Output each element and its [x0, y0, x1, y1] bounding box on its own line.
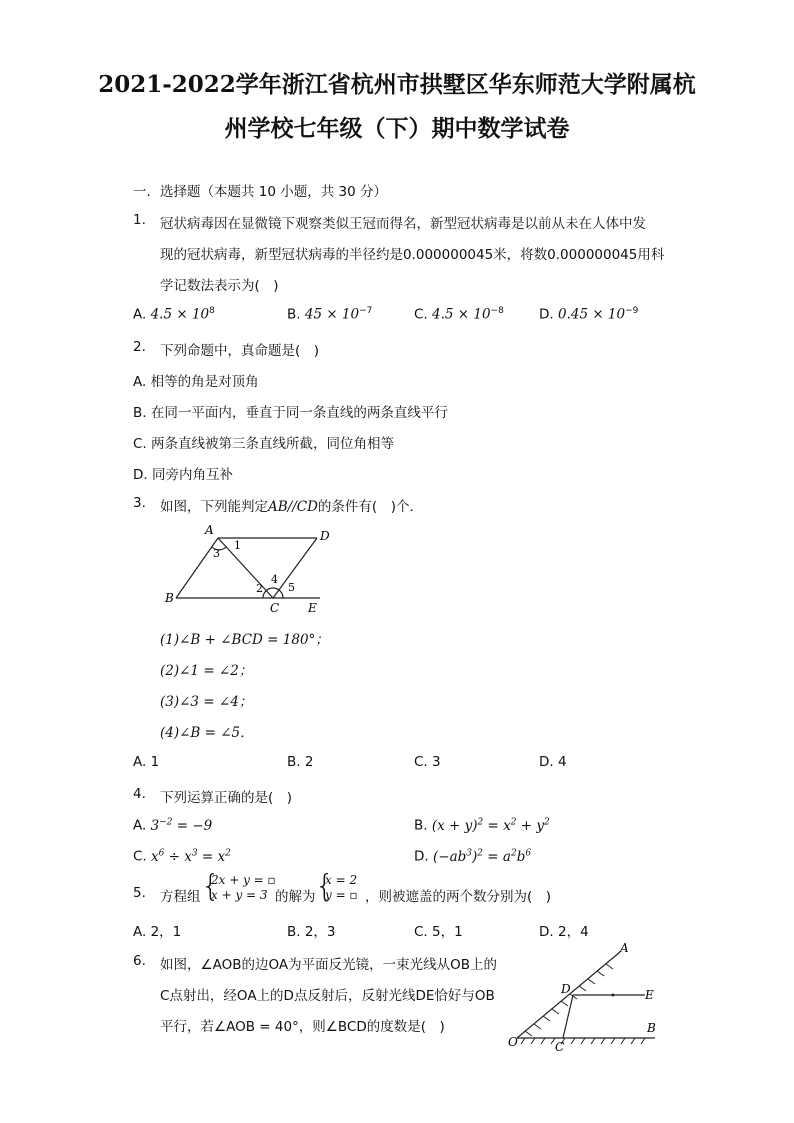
q4-option-a: A. $3^{-2} = -9$ [133, 817, 213, 834]
q5-brace-2: { [315, 869, 335, 904]
q6-number: 6. [133, 953, 146, 969]
q3-option-b: B. 2 [287, 754, 314, 770]
q1-line-3: 学记数法表示为( ) [160, 278, 279, 294]
label-a: A [205, 523, 214, 537]
q2-option-d: D. 同旁内角互补 [133, 467, 233, 483]
q5-option-b: B. 2，3 [287, 924, 336, 940]
q5-number: 5. [133, 885, 146, 901]
label-b: B [647, 1021, 656, 1035]
q3-condition-2: (2)∠1 = ∠2； [160, 663, 253, 679]
label-o: O [508, 1035, 518, 1049]
label-a: A [620, 941, 629, 955]
q2-option-c: C. 两条直线被第三条直线所截，同位角相等 [133, 436, 395, 452]
label-e: E [645, 988, 654, 1002]
q3-figure [160, 520, 335, 615]
q2-number: 2. [133, 339, 146, 355]
angle-5-label: 5 [288, 581, 295, 594]
q1-number: 1. [133, 212, 146, 228]
q3-condition-4: (4)∠B = ∠5． [160, 725, 254, 741]
q5-option-a: A. 2，1 [133, 924, 182, 940]
q2-option-a: A. 相等的角是对顶角 [133, 374, 259, 390]
q3-option-c: C. 3 [414, 754, 441, 770]
line-cd [563, 995, 573, 1038]
q4-number: 4. [133, 786, 146, 802]
q5-system: 2x + y = ▫ x + y = 3 [211, 873, 276, 902]
q4-option-c: C. $x^6 \div x^3 = x^2$ [133, 848, 231, 865]
title-line-1: 2021-2022学年浙江省杭州市拱墅区华东师范大学附属杭 [98, 71, 696, 98]
label-c: C [270, 601, 280, 615]
q1-option-a: A. $4.5 \times 10^8$ [133, 306, 215, 323]
q5-mid: 的解为 [275, 889, 316, 905]
q3-condition-3: (3)∠3 = ∠4； [160, 694, 253, 710]
angle-3-label: 3 [213, 547, 220, 560]
label-b: B [165, 591, 174, 605]
q6-line-2: C点射出，经OA上的D点反射后，反射光线DE恰好与OB [160, 988, 495, 1004]
label-e: E [308, 601, 317, 615]
q4-stem: 下列运算正确的是( ) [160, 790, 293, 806]
q1-option-c: C. $4.5 \times 10^{-8}$ [414, 306, 504, 323]
title-line-2: 州学校七年级（下）期中数学试卷 [224, 115, 570, 142]
q1-line-2: 现的冠状病毒，新型冠状病毒的半径约是0.000000045米，将数0.000000045用科 [160, 247, 665, 263]
label-d: D [320, 529, 330, 543]
label-d: D [561, 982, 571, 996]
q1-option-b: B. $45 \times 10^{-7}$ [287, 306, 373, 323]
q5-pre: 方程组 [160, 889, 201, 905]
q2-stem: 下列命题中，真命题是( ) [160, 343, 320, 359]
q4-option-b: B. $(x + y)^2 = x^2 + y^2$ [414, 817, 550, 834]
line-cd [273, 538, 317, 598]
section-header: 一．选择题（本题共 10 小题，共 30 分） [133, 184, 388, 200]
q6-line-1: 如图，∠AOB的边OA为平面反光镜，一束光线从OB上的 [160, 957, 497, 973]
q5-option-c: C. 5，1 [414, 924, 463, 940]
angle-4-label: 4 [271, 573, 278, 586]
q5-brace-1: { [201, 869, 221, 904]
q3-number: 3. [133, 495, 146, 511]
q3-option-a: A. 1 [133, 754, 160, 770]
q6-line-3: 平行，若∠AOB = 40°，则∠BCD的度数是( ) [160, 1019, 445, 1035]
q1-line-1: 冠状病毒因在显微镜下观察类似王冠而得名，新型冠状病毒是以前从未在人体中发 [160, 216, 646, 232]
q3-option-d: D. 4 [539, 754, 567, 770]
q4-option-d: D. $(-ab^3)^2 = a^2b^6$ [414, 848, 532, 865]
q5-solution: x = 2 y = ▫ [325, 873, 358, 902]
q3-condition-1: (1)∠B + ∠BCD = 180°； [160, 632, 329, 648]
q1-option-d: D. $0.45 \times 10^{-9}$ [539, 306, 639, 323]
q3-stem: 如图，下列能判定AB//CD的条件有( )个． [160, 499, 423, 515]
angle-1-label: 1 [234, 539, 241, 552]
angle-2-label: 2 [256, 582, 263, 595]
mirror-hatching [525, 964, 613, 1036]
ob-hatching [521, 1038, 645, 1044]
label-c: C [555, 1040, 565, 1054]
q5-option-d: D. 2，4 [539, 924, 589, 940]
line-ab [176, 538, 218, 598]
q2-option-b: B. 在同一平面内，垂直于同一条直线的两条直线平行 [133, 405, 448, 421]
q5-post: ，则被遮盖的两个数分别为( ) [365, 889, 552, 905]
line-ac [218, 538, 273, 598]
q6-figure [505, 940, 675, 1055]
arrow-dot [612, 994, 615, 997]
